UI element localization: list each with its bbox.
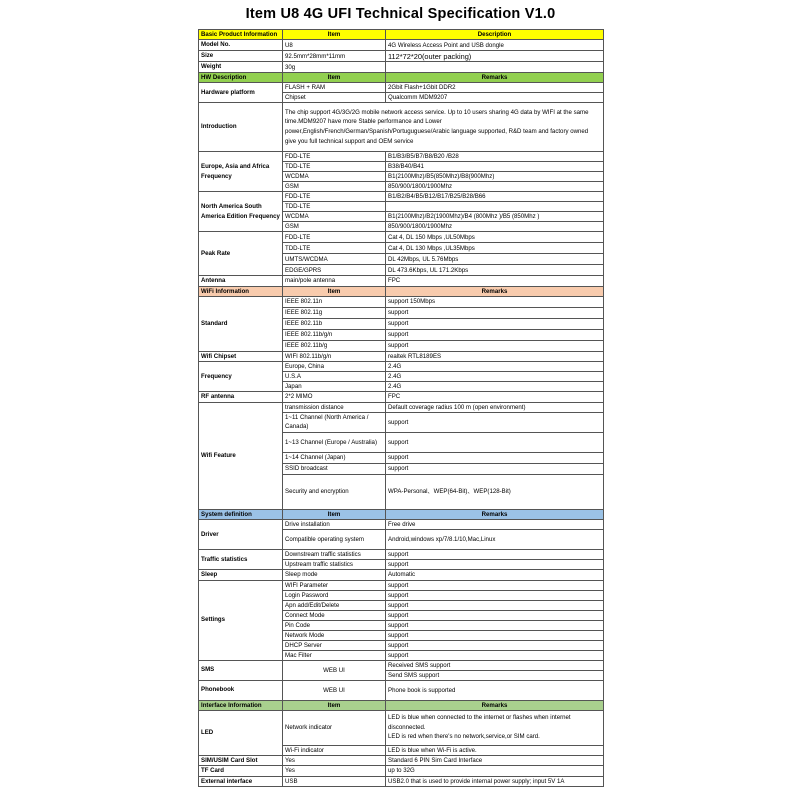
- spec-sheet: [198, 0, 603, 787]
- row-label: Traffic statistics: [199, 549, 283, 569]
- spec-row: [199, 766, 604, 777]
- spec-row: [199, 776, 604, 787]
- item-column-header: Item: [283, 700, 386, 710]
- remarks-cell: B38/B40/B41: [386, 162, 604, 172]
- remarks-cell: Automatic: [386, 569, 604, 580]
- description-cell: The chip support 4G/3G/2G mobile network access service. Up to 10 users sharing 4G data by WIFI at the same time.MDM9207 have more Stable performance and Lower power,English/French/German/Spanish/Portuguguese/Arabic language supported, R&D team and factory owned give you full technical support and OEM service: [283, 103, 604, 152]
- remarks-cell: support: [386, 580, 604, 590]
- remarks-cell: DL 473.6Kbps, UL 171.2Kbps: [386, 265, 604, 276]
- remarks-column-header: Description: [386, 30, 604, 40]
- remarks-cell: support: [386, 559, 604, 569]
- row-label: Antenna: [199, 276, 283, 287]
- spec-row: [199, 755, 604, 766]
- spec-row: [199, 232, 604, 243]
- remarks-cell: Default coverage radius 100 m (open environment): [386, 402, 604, 412]
- row-label: SIM/USIM Card Slot: [199, 755, 283, 766]
- item-cell: FDD-LTE: [283, 192, 386, 202]
- item-cell: 30g: [283, 62, 386, 73]
- section-title: WiFi Information: [199, 286, 283, 296]
- item-cell: IEEE 802.11n: [283, 296, 386, 307]
- row-label: Peak Rate: [199, 232, 283, 276]
- item-cell: Drive installation: [283, 519, 386, 529]
- section-title: Basic Product Information: [199, 30, 283, 40]
- remarks-cell: B1/B2/B4/B5/B12/B17/B25/B28/B66: [386, 192, 604, 202]
- item-cell: Mac Filter: [283, 650, 386, 660]
- row-label: Introduction: [199, 103, 283, 152]
- remarks-cell: support: [386, 600, 604, 610]
- item-cell: Network indicator: [283, 710, 386, 745]
- remarks-cell: FPC: [386, 392, 604, 403]
- item-column-header: Item: [283, 30, 386, 40]
- item-cell: USB: [283, 776, 386, 787]
- row-label: Settings: [199, 580, 283, 660]
- item-cell: Sleep mode: [283, 569, 386, 580]
- item-cell: Connect Mode: [283, 610, 386, 620]
- item-cell: Pin Code: [283, 620, 386, 630]
- item-cell: WIFI Parameter: [283, 580, 386, 590]
- remarks-column-header: Remarks: [386, 286, 604, 296]
- spec-row: [199, 351, 604, 362]
- item-cell: TDD-LTE: [283, 162, 386, 172]
- section-header-row: [199, 73, 604, 83]
- item-cell: Compatible operating system: [283, 529, 386, 549]
- remarks-cell: support: [386, 329, 604, 340]
- item-cell: WCDMA: [283, 212, 386, 222]
- item-cell: WEB UI: [283, 680, 386, 700]
- remarks-cell: Android,windows xp/7/8.1/10,Mac,Linux: [386, 529, 604, 549]
- remarks-cell: DL 42Mbps, UL 5.76Mbps: [386, 254, 604, 265]
- remarks-cell: FPC: [386, 276, 604, 287]
- item-cell: WEB UI: [283, 660, 386, 680]
- remarks-cell: realtek RTL8189ES: [386, 351, 604, 362]
- spec-row: [199, 710, 604, 745]
- row-label: TF Card: [199, 766, 283, 777]
- remarks-cell: support: [386, 318, 604, 329]
- item-cell: TDD-LTE: [283, 243, 386, 254]
- item-cell: 92.5mm*28mm*11mm: [283, 51, 386, 62]
- item-cell: main/pole antenna: [283, 276, 386, 287]
- row-label: Model No.: [199, 40, 283, 51]
- remarks-cell: support: [386, 340, 604, 351]
- remarks-column-header: Remarks: [386, 700, 604, 710]
- row-label: Weight: [199, 62, 283, 73]
- row-label: Europe, Asia and Africa Frequency: [199, 152, 283, 192]
- remarks-cell: 2Gbit Flash+1Gbit DDR2: [386, 83, 604, 93]
- row-label: Frequency: [199, 362, 283, 392]
- remarks-cell: support: [386, 412, 604, 432]
- item-cell: IEEE 802.11b/g: [283, 340, 386, 351]
- remarks-cell: LED is blue when connected to the internet or flashes when internet disconnected. LED is red when there's no network,service,or SIM card.: [386, 710, 604, 745]
- remarks-cell: 850/900/1800/1900Mhz: [386, 182, 604, 192]
- remarks-cell: Phone book is supported: [386, 680, 604, 700]
- item-cell: Security and encryption: [283, 474, 386, 509]
- row-label: LED: [199, 710, 283, 755]
- item-cell: FLASH + RAM: [283, 83, 386, 93]
- item-cell: GSM: [283, 222, 386, 232]
- remarks-cell: support 150Mbps: [386, 296, 604, 307]
- remarks-cell: support: [386, 620, 604, 630]
- remarks-cell: Standard 6 PIN Sim Card Interface: [386, 755, 604, 766]
- row-label: Size: [199, 51, 283, 62]
- remarks-cell: [386, 62, 604, 73]
- remarks-cell: 2.4G: [386, 382, 604, 392]
- spec-row: [199, 83, 604, 93]
- remarks-cell: support: [386, 549, 604, 559]
- item-cell: Europe, China: [283, 362, 386, 372]
- remarks-cell: 2.4G: [386, 362, 604, 372]
- remarks-cell: up to 32G: [386, 766, 604, 777]
- item-column-header: Item: [283, 73, 386, 83]
- item-cell: U.S.A: [283, 372, 386, 382]
- item-cell: Chipset: [283, 93, 386, 103]
- section-title: System definition: [199, 509, 283, 519]
- remarks-cell: B1/B3/B5/B7/B8/B20 /B28: [386, 152, 604, 162]
- row-label: Hardware platform: [199, 83, 283, 103]
- section-title: HW Description: [199, 73, 283, 83]
- row-label: SMS: [199, 660, 283, 680]
- remarks-cell: Received SMS support: [386, 660, 604, 670]
- spec-row: [199, 40, 604, 51]
- spec-row: [199, 569, 604, 580]
- remarks-cell: support: [386, 650, 604, 660]
- remarks-cell: support: [386, 432, 604, 452]
- remarks-cell: [386, 202, 604, 212]
- item-cell: WCDMA: [283, 172, 386, 182]
- row-label: Sleep: [199, 569, 283, 580]
- remarks-column-header: Remarks: [386, 73, 604, 83]
- spec-row: [199, 402, 604, 412]
- item-cell: IEEE 802.11b: [283, 318, 386, 329]
- remarks-cell: support: [386, 640, 604, 650]
- spec-row: [199, 519, 604, 529]
- item-cell: Downstream traffic statistics: [283, 549, 386, 559]
- section-title: Interface Information: [199, 700, 283, 710]
- remarks-cell: 2.4G: [386, 372, 604, 382]
- item-cell: Japan: [283, 382, 386, 392]
- remarks-cell: Send SMS support: [386, 670, 604, 680]
- item-cell: 1~13 Channel (Europe / Australia): [283, 432, 386, 452]
- item-cell: Upstream traffic statistics: [283, 559, 386, 569]
- spec-row: [199, 152, 604, 162]
- remarks-cell: 112*72*20(outer packing): [386, 51, 604, 62]
- section-header-row: [199, 700, 604, 710]
- spec-row: [199, 680, 604, 700]
- item-cell: FDD-LTE: [283, 152, 386, 162]
- item-cell: TDD-LTE: [283, 202, 386, 212]
- item-cell: EDGE/GPRS: [283, 265, 386, 276]
- remarks-cell: 4G Wireless Access Point and USB dongle: [386, 40, 604, 51]
- item-cell: transmission distance: [283, 402, 386, 412]
- item-cell: GSM: [283, 182, 386, 192]
- item-column-header: Item: [283, 509, 386, 519]
- row-label: Phonebook: [199, 680, 283, 700]
- item-cell: 1~11 Channel (North America / Canada): [283, 412, 386, 432]
- item-cell: UMTS/WCDMA: [283, 254, 386, 265]
- row-label: Driver: [199, 519, 283, 549]
- item-cell: IEEE 802.11b/g/n: [283, 329, 386, 340]
- spec-row: [199, 62, 604, 73]
- item-cell: SSID broadcast: [283, 463, 386, 474]
- item-cell: Yes: [283, 766, 386, 777]
- remarks-cell: 850/900/1800/1900Mhz: [386, 222, 604, 232]
- spec-row: [199, 580, 604, 590]
- row-label: North America South America Edition Frequency: [199, 192, 283, 232]
- remarks-cell: support: [386, 452, 604, 463]
- item-column-header: Item: [283, 286, 386, 296]
- item-cell: Login Password: [283, 590, 386, 600]
- spec-row: [199, 392, 604, 403]
- document-title: Item U8 4G UFI Technical Specification V1.0: [245, 6, 556, 22]
- remarks-cell: support: [386, 610, 604, 620]
- spec-table: [198, 29, 604, 787]
- remarks-cell: support: [386, 307, 604, 318]
- item-cell: Apn add/Edit/Delete: [283, 600, 386, 610]
- remarks-cell: WPA-Personal、WEP(64-Bit)、WEP(128-Bit): [386, 474, 604, 509]
- item-cell: WIFI 802.11b/g/n: [283, 351, 386, 362]
- item-cell: Wi-Fi indicator: [283, 745, 386, 755]
- remarks-cell: Cat 4, DL 150 Mbps ,UL50Mbps: [386, 232, 604, 243]
- row-label: External interface: [199, 776, 283, 787]
- remarks-cell: LED is blue when Wi-Fi is active.: [386, 745, 604, 755]
- remarks-column-header: Remarks: [386, 509, 604, 519]
- item-cell: FDD-LTE: [283, 232, 386, 243]
- remarks-cell: support: [386, 590, 604, 600]
- item-cell: 2*2 MIMO: [283, 392, 386, 403]
- item-cell: U8: [283, 40, 386, 51]
- spec-row: [199, 51, 604, 62]
- remarks-cell: Cat 4, DL 130 Mbps ,UL35Mbps: [386, 243, 604, 254]
- section-header-row: [199, 30, 604, 40]
- remarks-cell: Free drive: [386, 519, 604, 529]
- spec-row: [199, 362, 604, 372]
- spec-row: [199, 549, 604, 559]
- spec-row: [199, 296, 604, 307]
- remarks-cell: USB2.0 that is used to provide internal power supply; input 5V 1A: [386, 776, 604, 787]
- row-label: RF antenna: [199, 392, 283, 403]
- row-label: Wifi Chipset: [199, 351, 283, 362]
- spec-row: [199, 276, 604, 287]
- item-cell: DHCP Server: [283, 640, 386, 650]
- item-cell: IEEE 802.11g: [283, 307, 386, 318]
- item-cell: Yes: [283, 755, 386, 766]
- item-cell: Network Mode: [283, 630, 386, 640]
- section-header-row: [199, 509, 604, 519]
- remarks-cell: B1(2100Mhz)/B5(850Mhz)/B8(900Mhz): [386, 172, 604, 182]
- spec-row: [199, 192, 604, 202]
- section-header-row: [199, 286, 604, 296]
- remarks-cell: support: [386, 630, 604, 640]
- item-cell: 1~14 Channel (Japan): [283, 452, 386, 463]
- spec-row: [199, 660, 604, 670]
- row-label: Standard: [199, 296, 283, 351]
- remarks-cell: Qualcomm MDM9207: [386, 93, 604, 103]
- spec-row: [199, 103, 604, 152]
- row-label: Wifi Feature: [199, 402, 283, 509]
- remarks-cell: support: [386, 463, 604, 474]
- remarks-cell: B1(2100Mhz)/B2(1900Mhz)/B4 (800Mhz )/B5 (850Mhz ): [386, 212, 604, 222]
